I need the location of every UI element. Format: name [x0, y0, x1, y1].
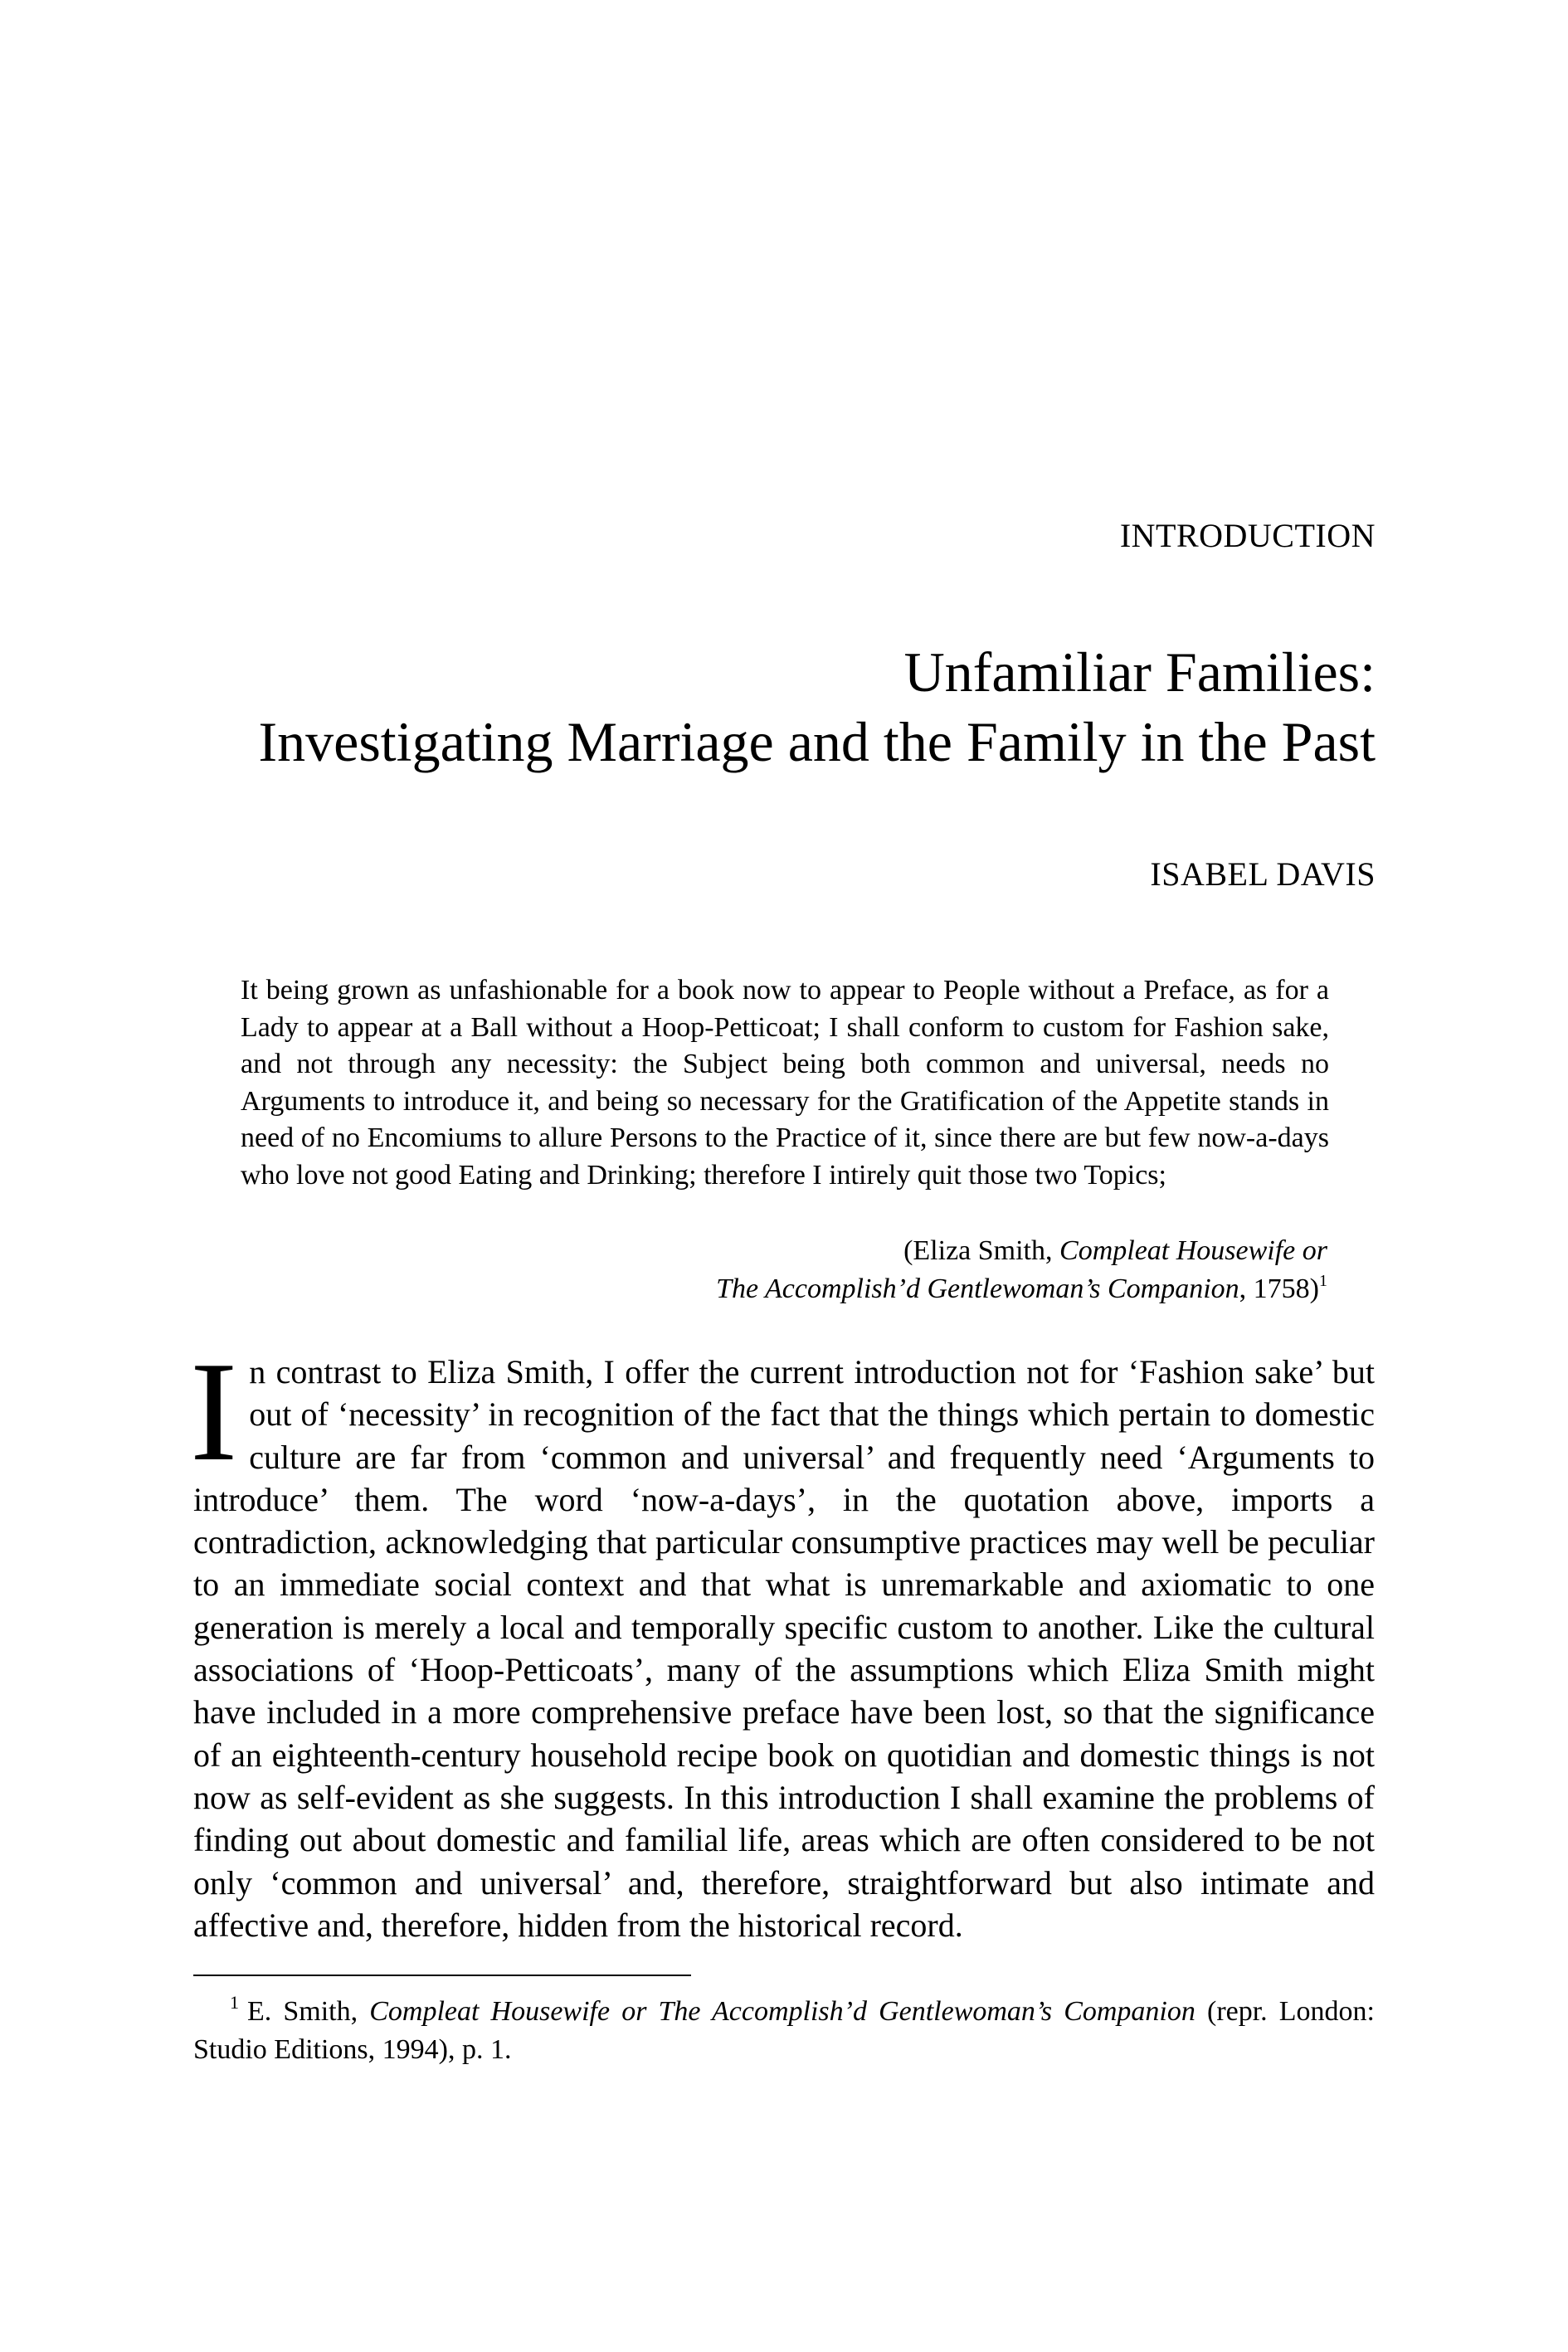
attribution-prefix: (Eliza Smith, [903, 1235, 1060, 1266]
footnote-suffix: (repr. London: Studio Editions, 1994), p. 1. [193, 1996, 1375, 2065]
attribution-suffix: , 1758) [1239, 1273, 1319, 1304]
footnote-number: 1 [230, 1992, 239, 2013]
attribution-title-part-2: The Accomplish’d Gentlewoman’s Companion [716, 1273, 1239, 1304]
footnote-prefix: E. Smith, [247, 1996, 370, 2027]
chapter-title-line-2: Investigating Marriage and the Family in the Past [258, 710, 1376, 773]
attribution-line-1 [716, 1232, 1327, 1270]
section-label: INTRODUCTION [1119, 517, 1376, 554]
body-paragraph [190, 1333, 1375, 1946]
footnote-title: Compleat Housewife or The Accomplish’d Gentlewoman’s Companion [369, 1996, 1195, 2027]
epigraph-text: It being grown as unfashionable for a book now to appear to People without a Preface, as for a Lady to appear at a Ball without a Hoop-Petticoat; I shall conform to custom for Fashion sake, and not through any necessity: the Subject being both common and universal, needs no Arguments to introduce it, and being so necessary for the Gratification of the Appetite stands in need of no Encomiums to allure Persons to the Practice of it, since there are but few now-a-days who love not good Eating and Drinking; therefore I intirely quit those two Topics; [241, 975, 1329, 1191]
epigraph-attribution [716, 1232, 1327, 1308]
footnote-divider [193, 1975, 691, 1976]
chapter-title-line-1: Unfamiliar Families: [903, 640, 1376, 704]
drop-cap: I [190, 1333, 238, 1491]
chapter-title [259, 637, 1376, 777]
footnote [193, 1993, 1375, 2069]
body-paragraph-text: n contrast to Eliza Smith, I offer the current introduction not for ‘Fashion sake’ but out of ‘necessity’ in recognition of the fact that the things which pertain to domestic culture are far from ‘common and universal’ and frequently need ‘Arguments to introduce’ them. The word ‘now-a-days’, in the quotation above, imports a contradiction, acknowledging that particular consumptive practices may well be peculiar to an immediate social context and that what is unremarkable and axiomatic to one generation is merely a local and temporally specific custom to another. Like the cultural associations of ‘Hoop-Petticoats’, many of the assumptions which Eliza Smith might have included in a more comprehensive preface have been lost, so that the significance of an eighteenth-century household recipe book on quotidian and domestic things is not now as self-evident as she suggests. In this introduction I shall examine the problems of finding out about domestic and familial life, areas which are often considered to be not only ‘common and universal’ and, therefore, straightforward but also intimate and affective and, therefore, hidden from the historical record. [193, 1353, 1375, 1944]
footnote-reference[interactable]: 1 [1319, 1272, 1327, 1290]
attribution-line-2 [716, 1270, 1327, 1308]
attribution-title-part-1: Compleat Housewife or [1059, 1235, 1327, 1266]
author-name: ISABEL DAVIS [1150, 855, 1376, 893]
